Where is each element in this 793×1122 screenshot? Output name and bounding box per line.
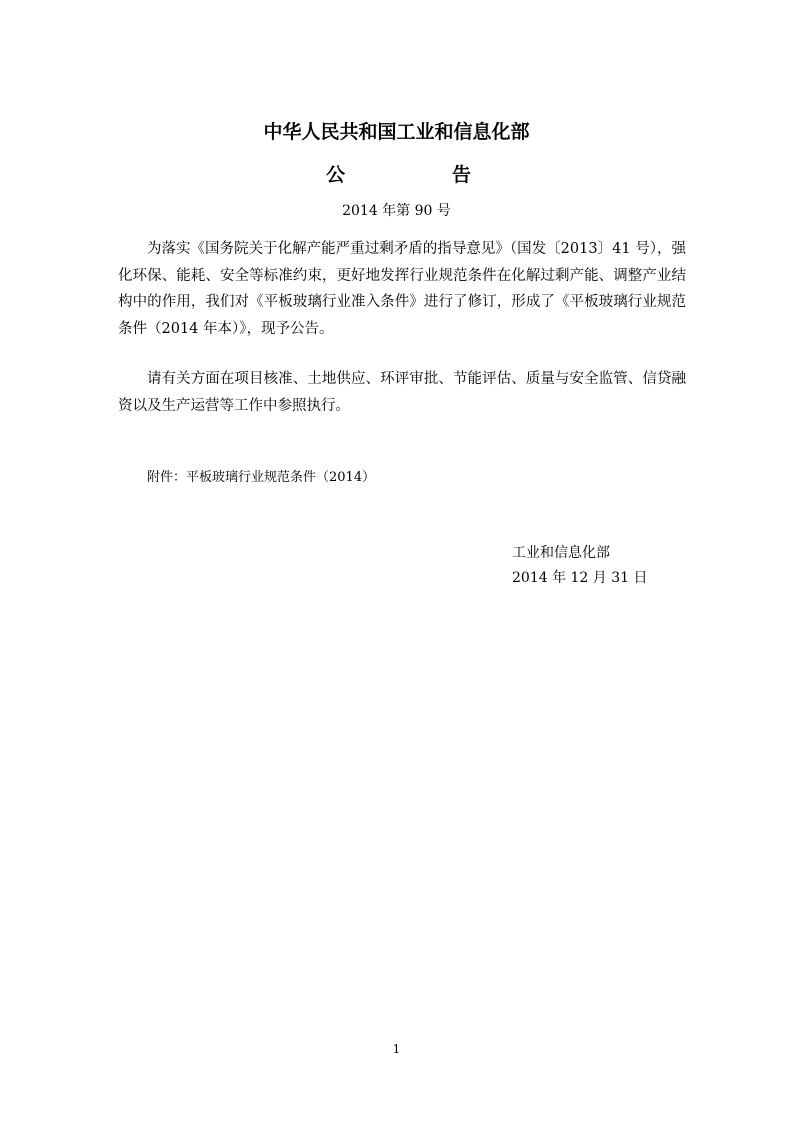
signature-organization: 工业和信息化部 xyxy=(512,545,610,561)
body-paragraph-2: 请有关方面在项目核准、土地供应、环评审批、节能评估、质量与安全监管、信贷融资以及生产运营等工作中参照执行。 xyxy=(118,371,686,414)
page-number: 1 xyxy=(392,1042,401,1056)
announcement-char-1: 公 xyxy=(326,164,346,186)
body-paragraph-1: 为落实《国务院关于化解产能严重过剩矛盾的指导意见》（国发〔2013〕41 号），强化环保、能耗、安全等标准约束，更好地发挥行业规范条件在化解过剩产能、调整产业结构中的作用，我们对《平板玻璃行业准入条件》进行了修订，形成了《平板玻璃行业规范条件（2014 年本）》，现予公告。 xyxy=(118,241,686,337)
issuer-title: 中华人民共和国工业和信息化部 xyxy=(263,121,530,143)
announcement-char-2: 告 xyxy=(451,164,471,186)
announcement-heading xyxy=(326,162,471,188)
signature-date: 2014 年 12 月 31 日 xyxy=(512,570,648,586)
attachment-line: 附件：平板玻璃行业规范条件（2014） xyxy=(147,470,376,485)
document-number: 2014 年第 90 号 xyxy=(342,203,451,219)
